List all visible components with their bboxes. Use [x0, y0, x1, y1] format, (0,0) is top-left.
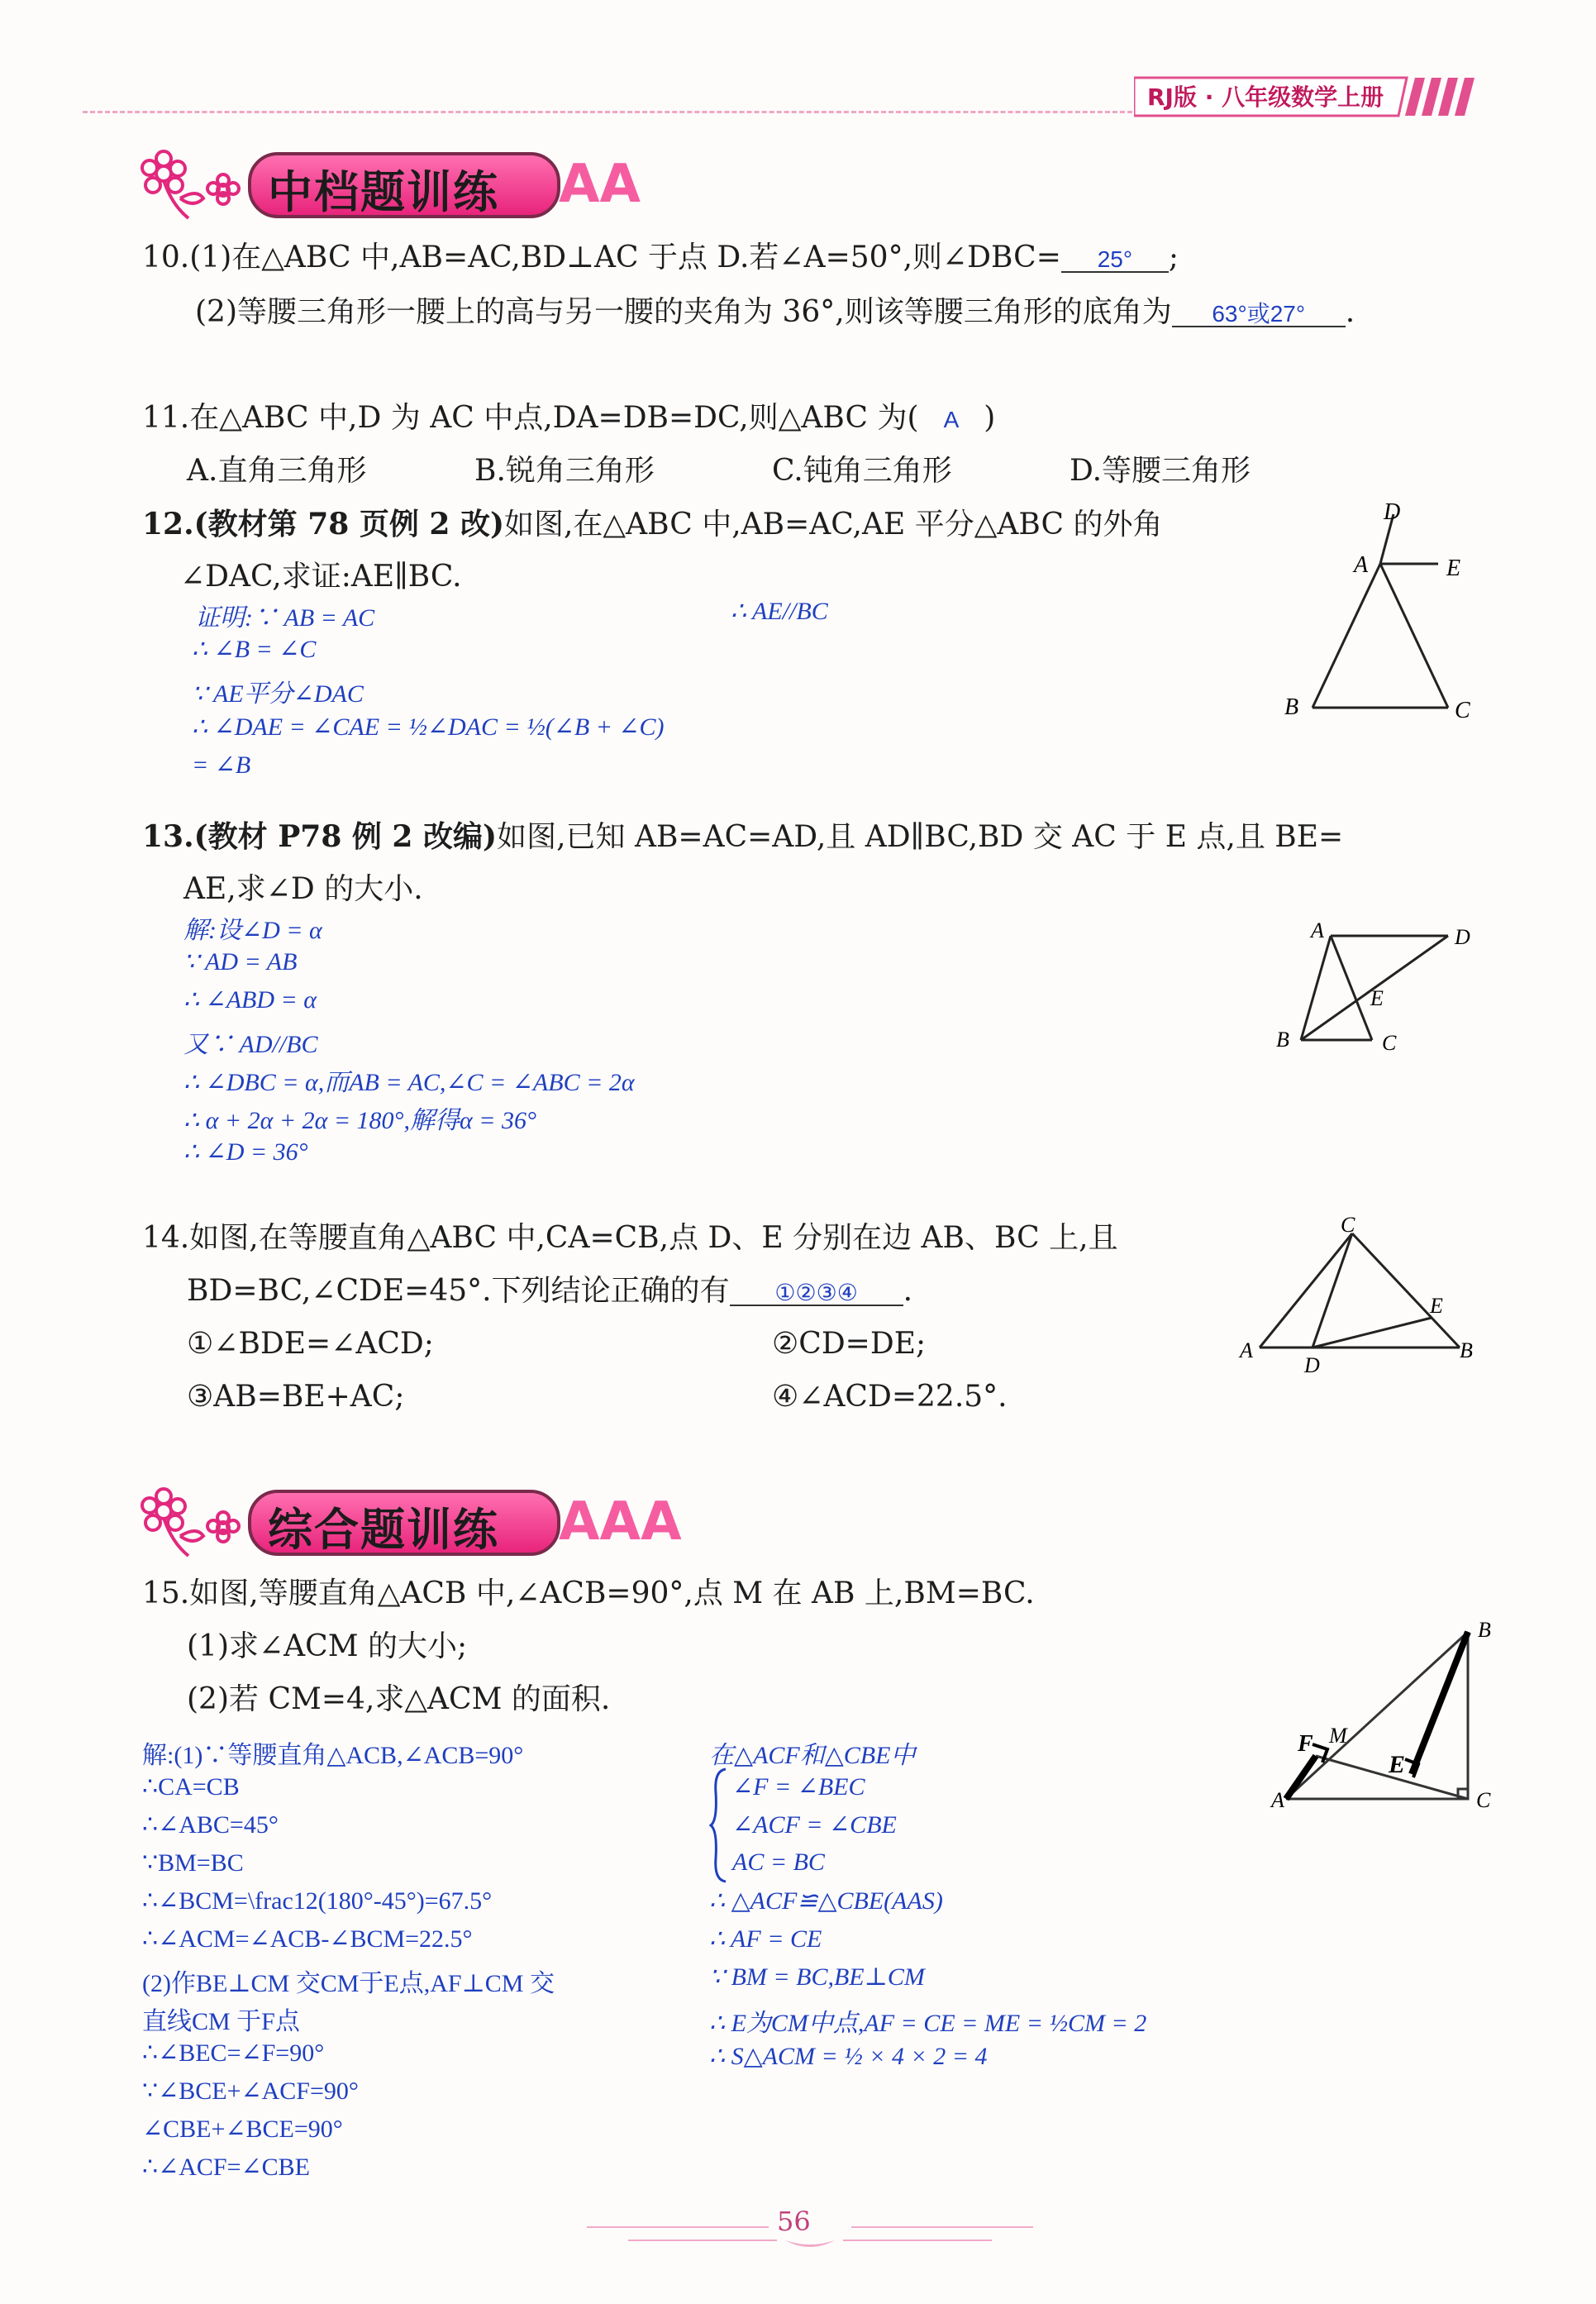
flower-icon	[139, 147, 246, 222]
q14-label-c: C	[1341, 1215, 1355, 1237]
q15-sol-left-7: (2)作BE⊥CM 交CM于E点,AF⊥CM 交	[142, 1970, 555, 1997]
q11-option-c: C.钝角三角形	[772, 454, 952, 488]
q12-sol-4: ∴ ∠DAE = ∠CAE = ½∠DAC = ½(∠B + ∠C)	[192, 713, 665, 741]
q15-sol-left-3: ∴∠ABC=45°	[142, 1811, 279, 1839]
q10-answer1: 25°	[1061, 248, 1169, 273]
q13-figure	[1265, 916, 1496, 1065]
q15-sol-left-1: 解:(1)∵等腰直角△ACB,∠ACB=90°	[142, 1742, 524, 1769]
section-title-mid: 中档题训练	[268, 166, 499, 218]
section-title-comp: 综合题训练	[268, 1504, 499, 1556]
q11-option-d: D.等腰三角形	[1070, 454, 1251, 488]
q15-sol-right-2: ∠F = ∠BEC	[732, 1773, 865, 1801]
q15-label-a: A	[1271, 1788, 1284, 1812]
q12-sol-right: ∴ AE//BC	[731, 598, 828, 625]
q14-line2: BD=BC,∠CDE=45°.下列结论正确的有 ①②③④ .	[187, 1274, 913, 1308]
q15-sol-left-6: ∴∠ACM=∠ACB-∠BCM=22.5°	[142, 1925, 473, 1953]
q15-sol-left-12: ∴∠ACF=∠CBE	[142, 2154, 310, 2181]
q15-label-e: E	[1389, 1751, 1406, 1778]
q10-line1: 10.(1)在△ABC 中,AB=AC,BD⊥AC 于点 D.若∠A=50°,则∠DBC= 25° ;	[142, 241, 1179, 274]
q15-sol-right-3: ∠ACF = ∠CBE	[732, 1811, 897, 1839]
q13-label-e: E	[1370, 986, 1384, 1010]
q15-label-c: C	[1476, 1788, 1491, 1812]
q12-tag: 12.(教材第 78 页例 2 改)	[142, 507, 504, 541]
q12-figure	[1273, 496, 1488, 727]
q13-sol-2: ∵ AD = AB	[183, 948, 298, 976]
q15-sol-left-5: ∴∠BCM=\frac12(180°-45°)=67.5°	[142, 1887, 493, 1915]
q14-label-b: B	[1460, 1338, 1473, 1362]
q14-figure	[1232, 1215, 1496, 1381]
q14-label-d: D	[1304, 1353, 1320, 1377]
q15-sol-left-2: ∴CA=CB	[142, 1773, 240, 1801]
q12-sol-3: ∵ AE平分∠DAC	[192, 680, 364, 708]
q14-opt-2: ②CD=DE;	[772, 1327, 927, 1361]
q15-sol-left-8: 直线CM 于F点	[142, 2008, 300, 2035]
q13-tag: 13.(教材 P78 例 2 改编)	[142, 819, 498, 854]
q15-sol-left-11: ∠CBE+∠BCE=90°	[142, 2116, 343, 2143]
q15-figure	[1265, 1612, 1504, 1819]
q15-sol-left-9: ∴∠BEC=∠F=90°	[142, 2039, 325, 2067]
q15-brace	[709, 1767, 727, 1883]
q13-label-c: C	[1382, 1031, 1397, 1055]
q14-line1: 14.如图,在等腰直角△ABC 中,CA=CB,点 D、E 分别在边 AB、BC 上,且	[142, 1221, 1118, 1255]
q13-sol-3: ∴ ∠ABD = α	[183, 986, 317, 1014]
q13-sol-6: ∴ α + 2α + 2α = 180°,解得α = 36°	[183, 1107, 537, 1134]
q12-sol-5: = ∠B	[192, 751, 251, 779]
q13-sol-1: 解:设∠D = α	[183, 917, 322, 944]
q13-sol-5: ∴ ∠DBC = α,而AB = AC,∠C = ∠ABC = 2α	[183, 1069, 635, 1096]
q15-line3: (2)若 CM=4,求△ACM 的面积.	[187, 1682, 611, 1716]
q12-label-c: C	[1455, 698, 1470, 723]
page-number: 56	[777, 2206, 811, 2237]
q15-sol-left-4: ∵BM=BC	[142, 1849, 244, 1877]
q14-opt-3: ③AB=BE+AC;	[187, 1380, 405, 1414]
section-level-comp: AAA	[559, 1491, 682, 1553]
q12-label-b: B	[1284, 694, 1299, 720]
q14-label-a: A	[1240, 1338, 1253, 1362]
q13-label-a: A	[1311, 918, 1324, 942]
q12-label-e: E	[1446, 556, 1461, 581]
q11-stem: 11.在△ABC 中,D 为 AC 中点,DA=DB=DC,则△ABC 为( A )	[142, 401, 996, 435]
q13-label-b: B	[1276, 1028, 1289, 1052]
q13-line1: 13.(教材 P78 例 2 改编)如图,已知 AB=AC=AD,且 AD∥BC,BD 交 AC 于 E 点,且 BE=	[142, 819, 1344, 854]
q10-answer2: 63°或27°	[1172, 303, 1346, 327]
q15-sol-right-6: ∴ AF = CE	[709, 1925, 822, 1953]
q12-label-a: A	[1354, 552, 1369, 578]
q14-answer: ①②③④	[730, 1281, 903, 1306]
q15-sol-right-9: ∴ S△ACM = ½ × 4 × 2 = 4	[709, 2043, 988, 2070]
q15-sol-right-7: ∵ BM = BC,BE⊥CM	[709, 1963, 925, 1991]
q13-label-d: D	[1455, 925, 1470, 949]
q15-line1: 15.如图,等腰直角△ACB 中,∠ACB=90°,点 M 在 AB 上,BM=BC.	[142, 1577, 1035, 1610]
q13-sol-4: 又∵ AD//BC	[183, 1031, 318, 1058]
q14-opt-1: ①∠BDE=∠ACD;	[187, 1327, 434, 1361]
flower-icon	[139, 1485, 246, 1559]
header-badge-text: RJ版 · 八年级数学上册	[1147, 83, 1384, 111]
q11-answer: A	[943, 407, 960, 432]
q12-line2: ∠DAC,求证:AE∥BC.	[180, 560, 462, 594]
q12-label-d: D	[1384, 499, 1401, 525]
q15-sol-left-10: ∵∠BCE+∠ACF=90°	[142, 2077, 359, 2105]
q10-line2: (2)等腰三角形一腰上的高与另一腰的夹角为 36°,则该等腰三角形的底角为 63°或27° .	[195, 295, 1355, 329]
q15-label-b: B	[1478, 1618, 1491, 1642]
q15-label-m: M	[1329, 1724, 1347, 1748]
q15-label-f: F	[1298, 1731, 1313, 1757]
q15-line2: (1)求∠ACM 的大小;	[187, 1629, 468, 1663]
q15-sol-right-5: ∴ △ACF≌△CBE(AAS)	[709, 1887, 943, 1915]
section-level-mid: AA	[559, 154, 641, 215]
q11-option-b: B.锐角三角形	[474, 454, 655, 488]
header-divider	[83, 111, 1132, 113]
q12-sol-1: 证明:∵ AB = AC	[195, 604, 375, 632]
q15-sol-right-8: ∴ E为CM中点,AF = CE = ME = ½CM = 2	[709, 2010, 1147, 2037]
q12-sol-2: ∴ ∠B = ∠C	[192, 636, 317, 663]
q15-sol-right-1: 在△ACF和△CBE中	[709, 1742, 916, 1769]
q15-sol-right-4: AC = BC	[732, 1848, 825, 1876]
q13-line2: AE,求∠D 的大小.	[183, 872, 423, 906]
q13-sol-7: ∴ ∠D = 36°	[183, 1138, 308, 1166]
q14-label-e: E	[1430, 1294, 1443, 1318]
q11-option-a: A.直角三角形	[187, 454, 367, 488]
q12-line1: 12.(教材第 78 页例 2 改)如图,在△ABC 中,AB=AC,AE 平分△ABC 的外角	[142, 507, 1163, 541]
q14-opt-4: ④∠ACD=22.5°.	[772, 1380, 1008, 1414]
